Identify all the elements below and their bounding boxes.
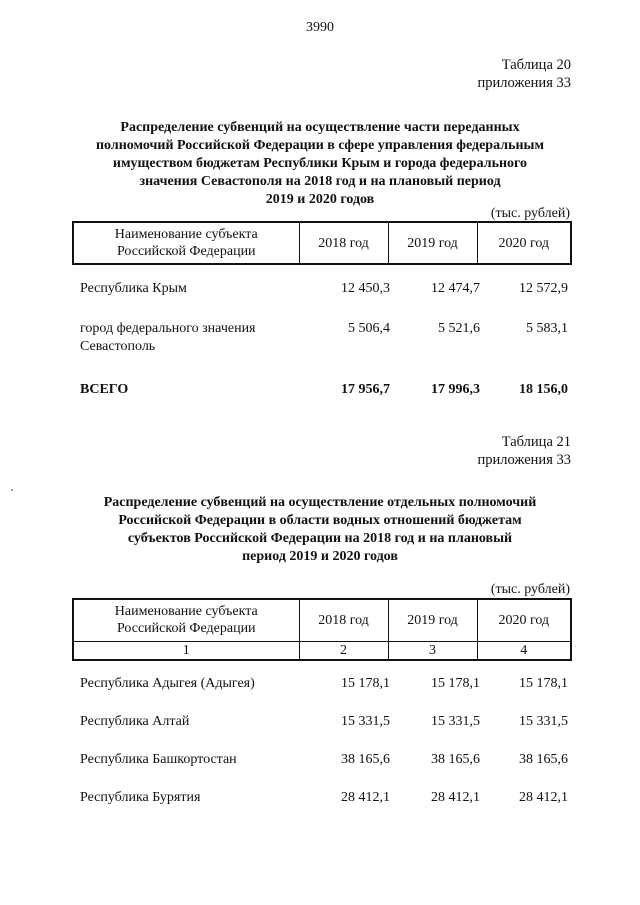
page-number: 3990 — [306, 20, 334, 35]
header-2019: 2019 год — [388, 222, 477, 264]
column-number: 3 — [388, 641, 477, 660]
table21-header — [72, 598, 572, 661]
row-subject-line2: Севастополь — [80, 339, 156, 354]
table20-title — [70, 119, 570, 209]
header-2020: 2020 год — [477, 599, 571, 641]
table20-unit: (тыс. рублей) — [490, 206, 570, 221]
table20-title-line: имуществом бюджетам Республики Крым и города федерального — [112, 156, 528, 171]
row-value-2020: 5 583,1 — [526, 321, 568, 336]
total-value-2020: 18 156,0 — [519, 382, 568, 397]
row-value-2018: 28 412,1 — [341, 790, 390, 805]
table21-reference — [371, 433, 571, 469]
table20-reference — [371, 56, 571, 92]
row-subject-line1: город федерального значения — [80, 321, 256, 336]
total-value-2019: 17 996,3 — [431, 382, 480, 397]
table20-ref-line2: приложения 33 — [477, 75, 571, 91]
total-value-2018: 17 956,7 — [341, 382, 390, 397]
row-value-2020: 15 331,5 — [519, 714, 568, 729]
header-subject-line1: Наименование субъекта — [114, 227, 258, 242]
row-subject-name: Республика Башкортостан — [80, 752, 237, 767]
header-subject-line2: Российской Федерации — [116, 621, 256, 637]
table21-title-line: субъектов Российской Федерации на 2018 год и на плановый — [127, 531, 513, 546]
row-subject-name: Республика Бурятия — [80, 790, 201, 805]
column-number: 1 — [73, 641, 299, 660]
row-value-2020: 15 178,1 — [519, 676, 568, 691]
table20-title-line: значения Севастополя на 2018 год и на плановый период — [139, 174, 501, 189]
row-subject-name: Республика Алтай — [80, 714, 190, 729]
column-number: 2 — [299, 641, 388, 660]
table20-title-line: Распределение субвенций на осуществление части переданных — [120, 120, 520, 135]
row-value-2019: 15 331,5 — [431, 714, 480, 729]
row-subject-name: Республика Крым — [80, 281, 187, 296]
scan-artifact-dot — [11, 489, 13, 491]
row-value-2018: 5 506,4 — [348, 321, 390, 336]
total-label: ВСЕГО — [80, 382, 129, 397]
table21-title-line: период 2019 и 2020 годов — [242, 549, 398, 564]
row-value-2020: 28 412,1 — [519, 790, 568, 805]
header-2018: 2018 год — [299, 222, 388, 264]
table20-title-line: полномочий Российской Федерации в сфере управления федеральным — [95, 138, 545, 153]
header-2019: 2019 год — [388, 599, 477, 641]
table21-ref-line2: приложения 33 — [477, 452, 571, 468]
row-subject-name — [80, 320, 320, 356]
row-value-2018: 12 450,3 — [341, 281, 390, 296]
header-subject-name — [73, 222, 299, 264]
row-value-2019: 15 178,1 — [431, 676, 480, 691]
table20-header — [72, 221, 572, 265]
table21-title-line: Распределение субвенций на осуществление отдельных полномочий — [103, 495, 537, 510]
table21-title — [70, 494, 570, 566]
column-number: 4 — [477, 641, 571, 660]
row-value-2018: 15 178,1 — [341, 676, 390, 691]
row-value-2019: 5 521,6 — [438, 321, 480, 336]
table20-title-line: 2019 и 2020 годов — [265, 192, 375, 207]
header-2020: 2020 год — [477, 222, 571, 264]
row-value-2019: 28 412,1 — [431, 790, 480, 805]
header-2018: 2018 год — [299, 599, 388, 641]
row-value-2019: 38 165,6 — [431, 752, 480, 767]
row-value-2020: 12 572,9 — [519, 281, 568, 296]
row-value-2018: 38 165,6 — [341, 752, 390, 767]
header-subject-name — [73, 599, 299, 641]
header-subject-line1: Наименование субъекта — [114, 604, 258, 620]
row-value-2018: 15 331,5 — [341, 714, 390, 729]
row-value-2019: 12 474,7 — [431, 281, 480, 296]
table20-ref-line1: Таблица 20 — [501, 57, 571, 73]
table21-unit: (тыс. рублей) — [490, 582, 570, 597]
table21-ref-line1: Таблица 21 — [501, 434, 571, 450]
row-value-2020: 38 165,6 — [519, 752, 568, 767]
row-subject-name: Республика Адыгея (Адыгея) — [80, 676, 255, 691]
header-subject-line2: Российской Федерации — [116, 244, 256, 259]
table21-title-line: Российской Федерации в области водных отношений бюджетам — [118, 513, 522, 528]
